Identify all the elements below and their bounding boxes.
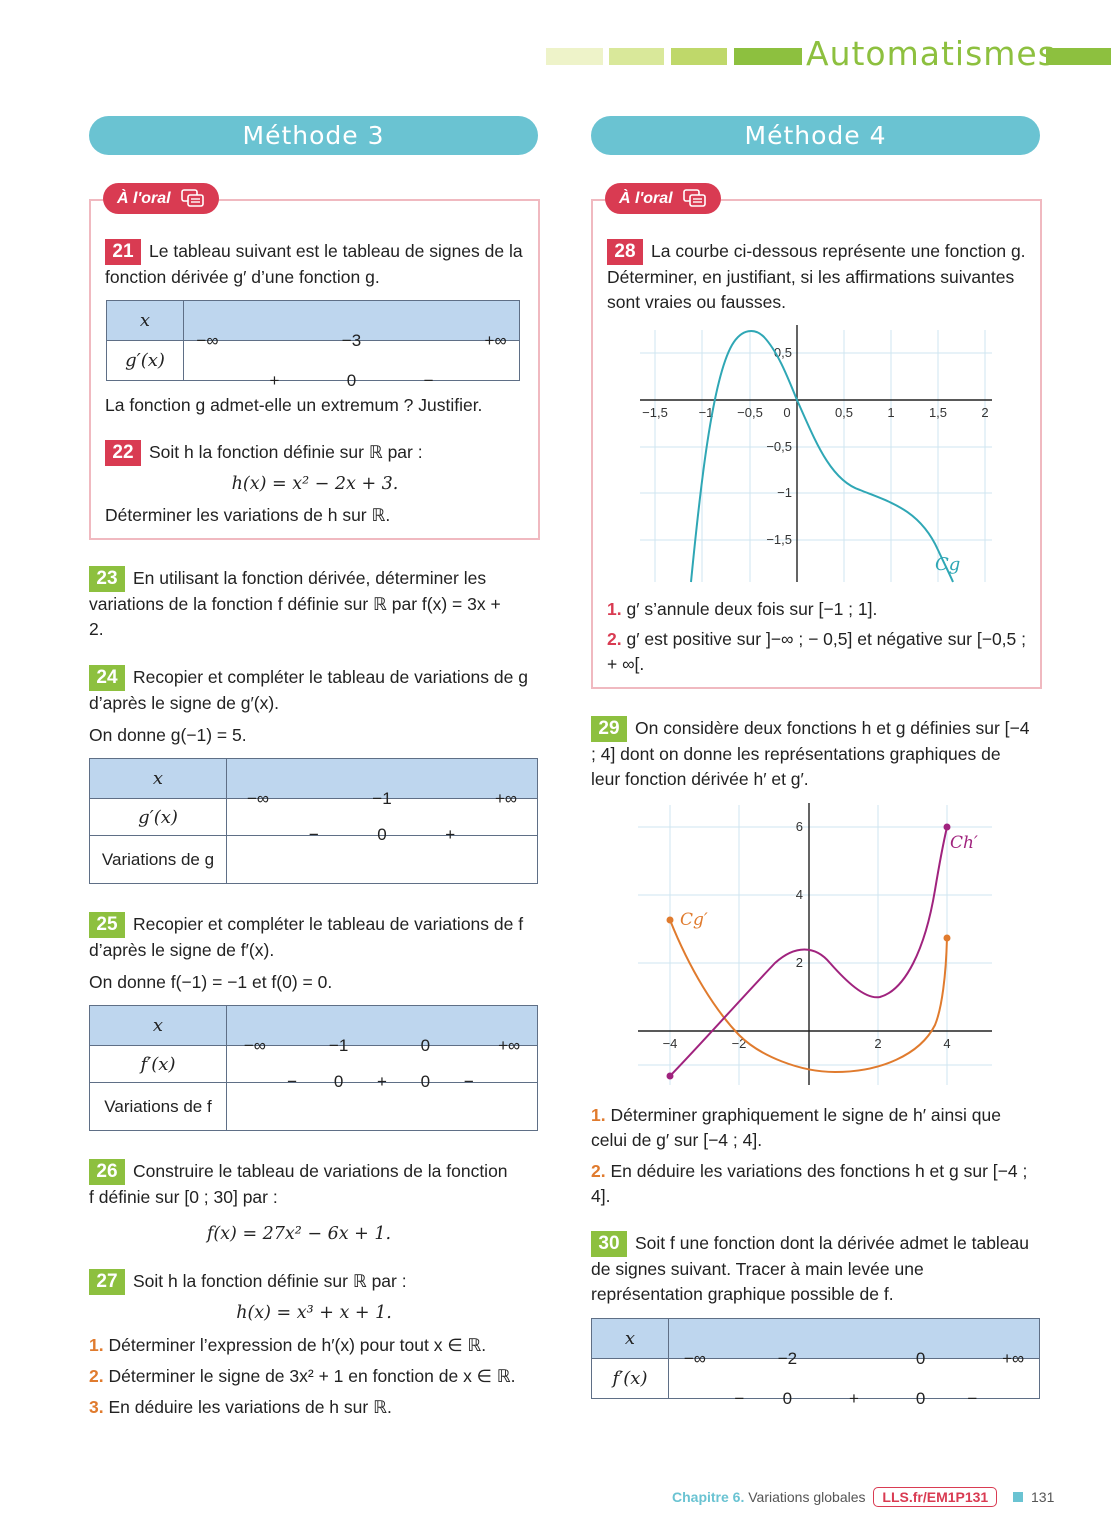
sign-table-30 <box>591 1318 1040 1408</box>
oral-label: À l'oral <box>619 190 673 207</box>
head-value: −∞ <box>243 1035 266 1055</box>
header-bar-4 <box>734 48 802 65</box>
grid <box>640 330 992 582</box>
table-head-x: x <box>90 1006 227 1046</box>
x-tick-label: −4 <box>662 1036 678 1051</box>
y-tick-label: −1,5 <box>766 532 792 547</box>
item-text: Déterminer graphiquement le signe de h′ ainsi que celui de g′ sur [−4 ; 4]. <box>591 1105 1001 1150</box>
endpoint <box>944 824 951 831</box>
exercise-22 <box>105 440 525 466</box>
graph-28 <box>630 320 1000 585</box>
x-tick-label: 2 <box>981 405 989 420</box>
head-value: +∞ <box>484 330 507 350</box>
x-tick-label: −1,5 <box>642 405 668 420</box>
exercise-text: Recopier et compléter le tableau de variations de g d’après le signe de g′(x). <box>89 667 528 713</box>
y-tick-labels <box>796 819 803 970</box>
item-number: 2. <box>89 1366 104 1386</box>
x-tick-label: 2 <box>874 1036 882 1051</box>
exercise-27-item-3 <box>89 1395 549 1420</box>
head-value: −∞ <box>683 1348 706 1368</box>
x-tick-label: −1 <box>698 405 714 420</box>
variation-table-24 <box>89 758 538 884</box>
footer-square <box>1013 1492 1023 1502</box>
head-value: −∞ <box>246 788 270 808</box>
variations-label: Variations de f <box>90 1083 227 1131</box>
head-value: +∞ <box>498 1035 521 1055</box>
sign: 0 <box>915 1388 926 1408</box>
sign: 0 <box>333 1072 344 1091</box>
exercise-text: On considère deux fonctions h et g définies sur [−4 ; 4] dont on donne les représentations graphiques de leur fonction dérivée h′ et g′. <box>591 718 1030 789</box>
footer-title: Variations globales <box>748 1489 866 1505</box>
exercise-27-item-1 <box>89 1333 549 1358</box>
oral-tag-left <box>103 183 219 214</box>
exercise-number: 30 <box>591 1231 627 1257</box>
exercise-23 <box>89 566 519 642</box>
head-value: −2 <box>777 1348 798 1368</box>
exercise-number: 23 <box>89 566 125 592</box>
sign: + <box>269 370 280 390</box>
oral-label: À l'oral <box>117 190 171 207</box>
page-number: 131 <box>1031 1489 1055 1505</box>
item-text: g′ est positive sur ]−∞ ; − 0,5] et négative sur [−0,5 ; + ∞[. <box>607 629 1027 674</box>
exercise-number: 29 <box>591 716 627 742</box>
speech-bubble-icon <box>181 189 205 209</box>
table-head-x: x <box>107 301 184 341</box>
header-bar-1 <box>546 48 603 65</box>
method-4-title: Méthode 4 <box>591 116 1040 155</box>
oral-tag-right <box>605 183 721 214</box>
x-tick-label: 1 <box>887 405 895 420</box>
speech-bubble-icon <box>683 189 707 209</box>
variations-label: Variations de g <box>90 836 227 884</box>
exercise-text: Soit h la fonction définie sur ℝ par : <box>149 442 423 462</box>
x-tick-label: 0 <box>783 405 791 420</box>
exercise-27 <box>89 1269 529 1295</box>
item-text: g′ s’annule deux fois sur [−1 ; 1]. <box>626 599 878 619</box>
curve-label-h-prime: Ch′ <box>950 833 978 853</box>
item-number: 1. <box>89 1335 104 1355</box>
head-value: −1 <box>372 788 392 808</box>
footer-link[interactable]: LLS.fr/EM1P131 <box>873 1487 997 1507</box>
endpoint <box>667 917 674 924</box>
exercise-29-item-1 <box>591 1103 1031 1153</box>
table-head-x: x <box>90 759 227 799</box>
head-value: −3 <box>341 330 362 350</box>
table-row-label: g′(x) <box>90 799 227 836</box>
curve-label-g-prime: Cg′ <box>680 910 708 930</box>
item-number: 3. <box>89 1397 104 1417</box>
graph-29 <box>630 800 1000 1090</box>
sign: 0 <box>782 1388 793 1408</box>
exercise-22-question: Déterminer les variations de h sur ℝ. <box>105 505 391 525</box>
exercise-28-item-1 <box>607 597 1027 622</box>
exercise-number: 27 <box>89 1269 125 1295</box>
sign: − <box>287 1072 298 1091</box>
sign: 0 <box>346 370 357 390</box>
exercise-number: 22 <box>105 440 141 466</box>
exercise-24-given: On donne g(−1) = 5. <box>89 725 247 745</box>
x-tick-label: 1,5 <box>928 405 948 420</box>
grid <box>638 805 992 1085</box>
exercise-25 <box>89 912 539 963</box>
curve-g <box>691 331 953 582</box>
exercise-26-formula: f(x) = 27x² − 6x + 1. <box>206 1224 392 1244</box>
exercise-21 <box>105 239 525 290</box>
header-bar-2 <box>609 48 664 65</box>
item-text: En déduire les variations des fonctions h et g sur [−4 ; 4]. <box>591 1161 1028 1206</box>
footer-chapter: Chapitre 6. <box>672 1489 745 1505</box>
exercise-text: Soit f une fonction dont la dérivée admet le tableau de signes suivant. Tracer à main levée une représentation graphique possible de f. <box>591 1233 1030 1304</box>
exercise-30 <box>591 1231 1031 1307</box>
y-tick-label: 0,5 <box>773 345 792 360</box>
sign: − <box>463 1072 474 1091</box>
exercise-29-item-2 <box>591 1159 1031 1209</box>
sign: 0 <box>377 825 387 844</box>
sign: 0 <box>420 1072 431 1091</box>
exercise-text: Soit h la fonction définie sur ℝ par : <box>133 1271 407 1291</box>
table-row-label: g′(x) <box>107 341 184 381</box>
head-value: 0 <box>915 1348 926 1368</box>
head-value: +∞ <box>1002 1348 1025 1368</box>
y-tick-label: 6 <box>795 819 803 834</box>
item-number: 1. <box>607 599 622 619</box>
exercise-number: 26 <box>89 1159 125 1185</box>
curve-label-g: Cg <box>935 554 961 575</box>
exercise-26 <box>89 1159 509 1210</box>
exercise-28 <box>607 239 1027 315</box>
exercise-number: 25 <box>89 912 125 938</box>
sign: − <box>967 1388 978 1408</box>
head-value: −1 <box>328 1035 349 1055</box>
sign: − <box>423 370 434 390</box>
method-3-title: Méthode 3 <box>89 116 538 155</box>
endpoint <box>667 1073 674 1080</box>
exercise-text: En utilisant la fonction dérivée, déterminer les variations de la fonction f définie sur ℝ par f(x) = 3x + 2. <box>89 568 501 639</box>
head-value: 0 <box>420 1035 431 1055</box>
page-section-title: Automatismes <box>806 34 1056 73</box>
sign: + <box>377 1072 387 1091</box>
item-text: Déterminer l’expression de h′(x) pour tout x ∈ ℝ. <box>108 1335 487 1355</box>
item-text: En déduire les variations de h sur ℝ. <box>108 1397 392 1417</box>
sign: + <box>445 825 456 844</box>
exercise-text: La courbe ci-dessous représente une fonction g. Déterminer, en justifiant, si les affirmations suivantes sont vraies ou fausses. <box>607 241 1026 312</box>
endpoint <box>944 935 951 942</box>
exercise-24 <box>89 665 539 716</box>
item-number: 2. <box>591 1161 606 1181</box>
x-tick-label: 4 <box>943 1036 951 1051</box>
x-tick-labels <box>642 405 988 420</box>
exercise-text: Construire le tableau de variations de la fonction f définie sur [0 ; 30] par : <box>89 1161 508 1207</box>
y-tick-label: −0,5 <box>766 439 792 454</box>
exercise-number: 28 <box>607 239 643 265</box>
exercise-number: 21 <box>105 239 141 265</box>
item-number: 2. <box>607 629 622 649</box>
sign: + <box>849 1388 859 1408</box>
item-text: Déterminer le signe de 3x² + 1 en fonction de x ∈ ℝ. <box>108 1366 516 1386</box>
sign: − <box>734 1388 745 1408</box>
y-tick-label: 2 <box>795 955 803 970</box>
exercise-27-formula: h(x) = x³ + x + 1. <box>236 1303 392 1323</box>
table-row-label: f′(x) <box>592 1359 669 1399</box>
header-bar-3 <box>671 48 727 65</box>
x-tick-label: −2 <box>731 1036 747 1051</box>
exercise-28-item-2 <box>607 627 1027 677</box>
exercise-number: 24 <box>89 665 125 691</box>
exercise-27-item-2 <box>89 1364 549 1389</box>
x-tick-label: −0,5 <box>737 405 763 420</box>
y-tick-labels <box>766 345 792 547</box>
exercise-25-given: On donne f(−1) = −1 et f(0) = 0. <box>89 972 333 992</box>
sign: − <box>308 825 319 844</box>
exercise-21-question: La fonction g admet-elle un extremum ? Justifier. <box>105 395 483 415</box>
footer <box>672 1487 1054 1507</box>
head-value: +∞ <box>494 788 518 808</box>
exercise-22-formula: h(x) = x² − 2x + 3. <box>231 474 399 494</box>
x-tick-label: 0,5 <box>834 405 854 420</box>
exercise-29 <box>591 716 1031 792</box>
exercise-text: Le tableau suivant est le tableau de signes de la fonction dérivée g′ d’une fonction g. <box>105 241 523 287</box>
y-tick-label: 4 <box>795 887 803 902</box>
head-value: −∞ <box>196 330 219 350</box>
exercise-text: Recopier et compléter le tableau de variations de f d’après le signe de f′(x). <box>89 914 524 960</box>
variation-table-25 <box>89 1005 538 1131</box>
y-tick-label: −1 <box>777 485 792 500</box>
sign-table-21 <box>106 300 520 390</box>
item-number: 1. <box>591 1105 606 1125</box>
table-row-label: f′(x) <box>90 1046 227 1083</box>
table-head-x: x <box>592 1319 669 1359</box>
